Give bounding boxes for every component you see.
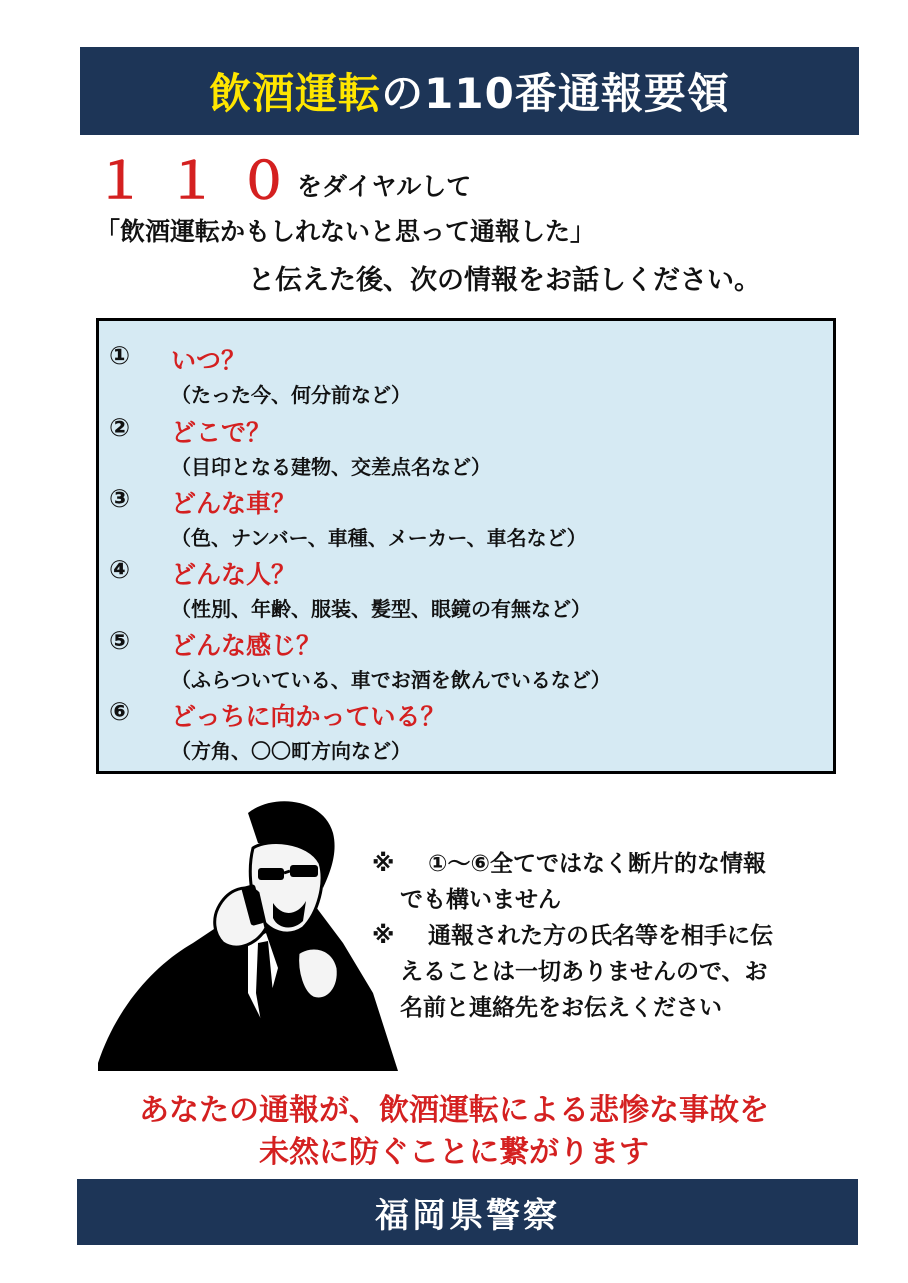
item-question: どこで？ [171,418,272,447]
note-2-cont: 名前と連絡先をお伝えください [400,995,722,1021]
note-1-cont: でも構いません [400,887,561,913]
item-number: ⑥ [109,697,131,726]
poster-title [80,47,859,135]
item-question: どんな人？ [171,560,297,589]
note-1 [372,846,862,882]
title-rest: の110番通報要領 [381,69,730,118]
closing-line-1: あなたの通報が、飲酒運転による悲惨な事故を [139,1093,769,1128]
item-question: いつ？ [171,346,247,375]
note-mark: ※ [372,851,395,877]
closing-line-2: 未然に防ぐことに繋がります [259,1135,649,1170]
intro-line-2: 「飲酒運転かもしれないと思って通報した」 [95,217,596,246]
item-detail: （目印となる建物、交差点名など） [171,455,491,479]
item-detail: （たった今、何分前など） [171,383,411,407]
item-detail: （ふらついている、車でお酒を飲んでいるなど） [171,668,611,692]
note-2 [372,918,862,954]
man-on-phone-illustration [98,793,398,1071]
intro-line-3: と伝えた後、次の情報をお話しください。 [248,265,761,296]
item-number: ① [109,341,131,370]
intro-line-1 [95,152,472,210]
item-number: ③ [109,484,131,513]
notes [372,846,862,1026]
closing-message [0,1090,908,1174]
man-on-phone-icon [98,793,398,1071]
item-detail: （色、ナンバー、車種、メーカー、車名など） [171,526,587,550]
note-2-cont: えることは一切ありませんので、お [400,959,768,985]
item-question: どんな車？ [171,489,297,518]
item-number: ④ [109,555,131,584]
item-detail: （性別、年齢、服装、髪型、眼鏡の有無など） [171,597,591,621]
item-number: ⑤ [109,626,131,655]
emergency-number: １１０ [95,152,311,210]
item-question: どんな感じ？ [171,631,322,660]
dial-text: をダイヤルして [297,172,472,201]
note-mark: ※ [372,923,395,949]
info-checklist [96,318,836,774]
item-question: どっちに向かっている？ [171,702,446,731]
note-text: 通報された方の氏名等を相手に伝 [428,923,773,949]
title-highlight: 飲酒運転 [209,69,382,118]
item-detail: （方角、〇〇町方向など） [171,739,411,763]
item-number: ② [109,413,131,442]
note-text: ①～⑥全てではなく断片的な情報 [428,851,766,877]
footer-organization: 福岡県警察 [77,1179,858,1245]
